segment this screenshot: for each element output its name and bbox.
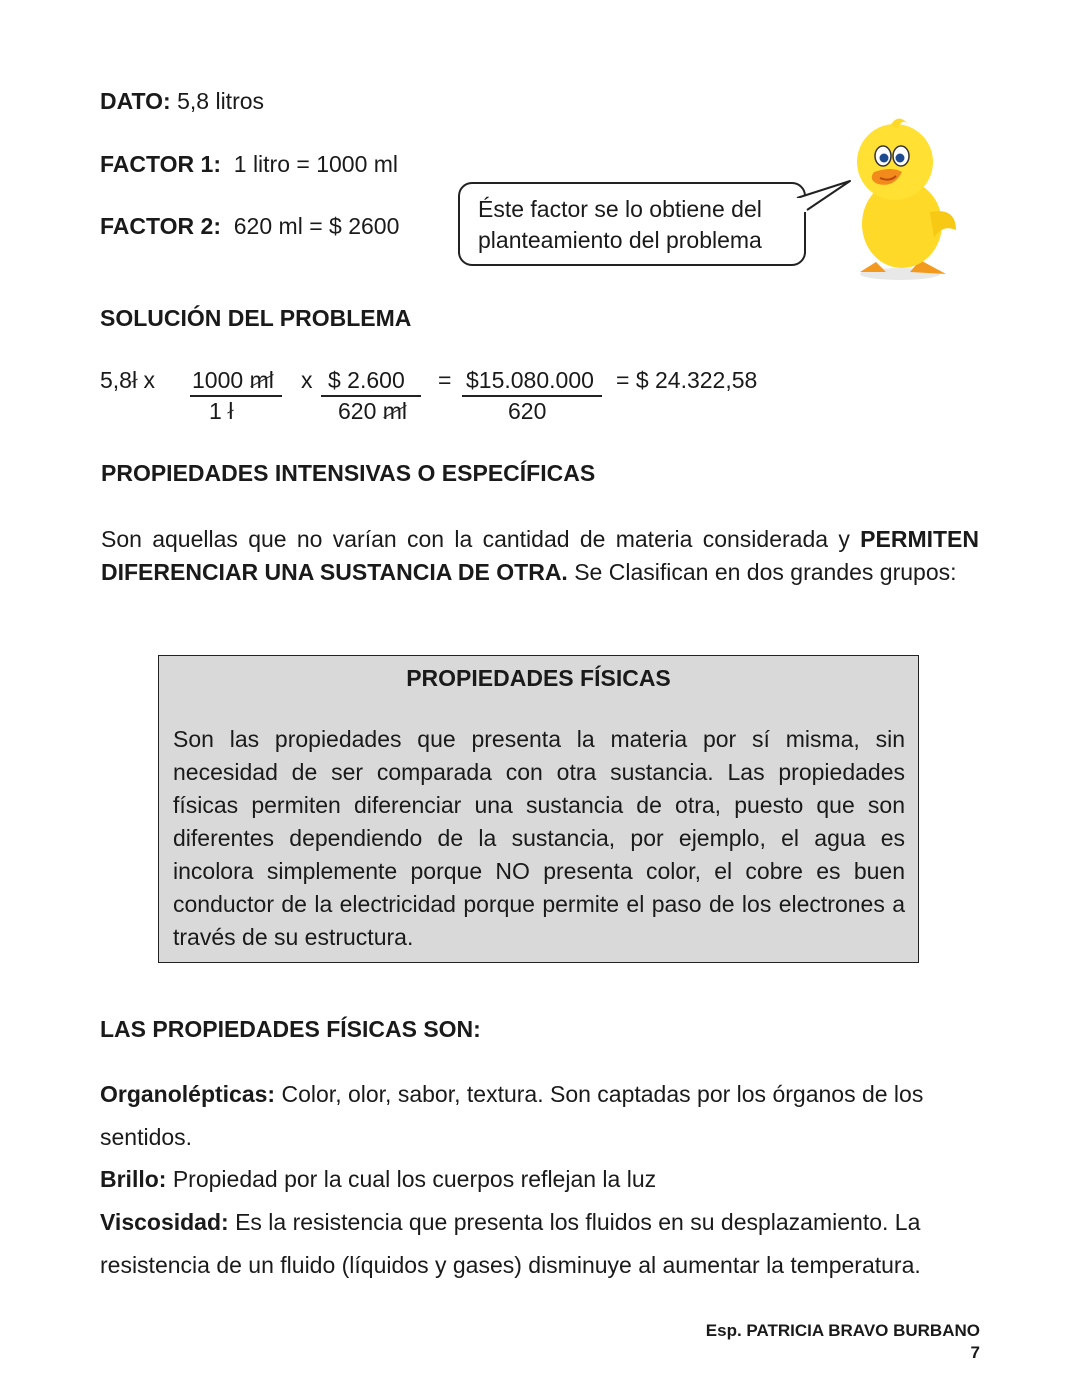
box-text: Son las propiedades que presenta la materia por sí misma, sin necesidad de ser comparada con otra sustancia. Las propiedades físicas permiten diferenciar una sustancia de otra, puesto que son diferentes dependiendo de la sustancia, por ejemplo, el agua es incolora simplemente porque NO presenta color, el cobre es buen conductor de la electricidad porque permite el paso de los electrones a través de su estructura.	[173, 726, 905, 950]
speech-bubble	[458, 182, 806, 266]
frac3-bar	[462, 395, 602, 397]
dato-value: 5,8 litros	[177, 88, 265, 114]
eq-start-value: 5,8	[100, 367, 132, 393]
intensive-text-part1: Son aquellas que no varían con la cantidad de materia considerada y	[101, 526, 861, 552]
frac3-bottom: 620	[508, 398, 547, 424]
intensive-text-part2: Se Clasifican en dos grandes grupos:	[567, 559, 957, 585]
factor1-value: 1 litro = 1000 ml	[233, 151, 399, 177]
definition-text: Propiedad por la cual los cuerpos reflejan la luz	[166, 1166, 657, 1192]
definition-term: Organolépticas:	[100, 1081, 276, 1107]
equation-start	[100, 367, 155, 393]
definition-term: Brillo:	[100, 1166, 167, 1192]
frac1-bottom-unit: l	[228, 398, 234, 424]
eq-cancel-l: l	[131, 367, 138, 393]
footer-author: Esp. PATRICIA BRAVO BURBANO	[705, 1321, 980, 1340]
box-title: PROPIEDADES FÍSICAS	[406, 665, 671, 691]
eq-times-1: x	[143, 367, 155, 393]
definition-text: Color, olor, sabor, textura. Son captadas por los órganos de los sentidos.	[100, 1081, 924, 1150]
eq-times-2: x	[301, 367, 313, 393]
frac1-top-num: 1000	[192, 367, 244, 393]
definition-item	[100, 1158, 980, 1201]
intensive-text-bold: PERMITEN DIFERENCIAR UNA SUSTANCIA DE OTRA.	[101, 526, 979, 585]
frac2-bottom	[338, 398, 407, 424]
frac1-bottom-num: 1	[209, 398, 222, 424]
dato-label: DATO:	[100, 88, 171, 114]
frac1-bottom	[209, 398, 233, 424]
bubble-line-2: planteamiento del problema	[478, 227, 762, 253]
factor2-label: FACTOR 2:	[100, 213, 221, 239]
definition-item	[100, 1201, 980, 1287]
eq-equals: =	[438, 367, 452, 393]
frac3-top: $15.080.000	[466, 367, 594, 393]
factor2-line	[100, 213, 399, 240]
intensive-heading: PROPIEDADES INTENSIVAS O ESPECÍFICAS	[101, 460, 596, 486]
definition-term: Viscosidad:	[100, 1209, 229, 1235]
physical-properties-box	[158, 655, 919, 963]
definition-text: Es la resistencia que presenta los fluidos en su desplazamiento. La resistencia de un fluido (líquidos y gases) disminuye al aumentar la temperatura.	[100, 1209, 921, 1278]
frac1-top-unit: ml	[249, 367, 274, 393]
definition-item	[100, 1073, 980, 1159]
frac2-top: $ 2.600	[328, 367, 405, 393]
factor1-line	[100, 151, 398, 178]
solution-heading: SOLUCIÓN DEL PROBLEMA	[100, 305, 412, 331]
factor2-value: 620 ml = $ 2600	[233, 213, 400, 239]
frac2-bar	[321, 395, 421, 397]
intensive-paragraph	[101, 523, 979, 589]
frac2-bottom-num: 620	[338, 398, 377, 424]
page-number: 7	[970, 1343, 980, 1362]
eq-result: = $ 24.322,58	[616, 367, 758, 393]
list-heading: LAS PROPIEDADES FÍSICAS SON:	[100, 1016, 481, 1042]
frac1-top	[192, 366, 274, 394]
dato-line	[100, 88, 264, 115]
duck-icon	[838, 112, 968, 284]
frac2-bottom-unit: ml	[382, 398, 408, 424]
factor1-label: FACTOR 1:	[100, 151, 221, 177]
bubble-line-1: Éste factor se lo obtiene del	[478, 196, 762, 222]
frac1-bar	[190, 395, 282, 397]
